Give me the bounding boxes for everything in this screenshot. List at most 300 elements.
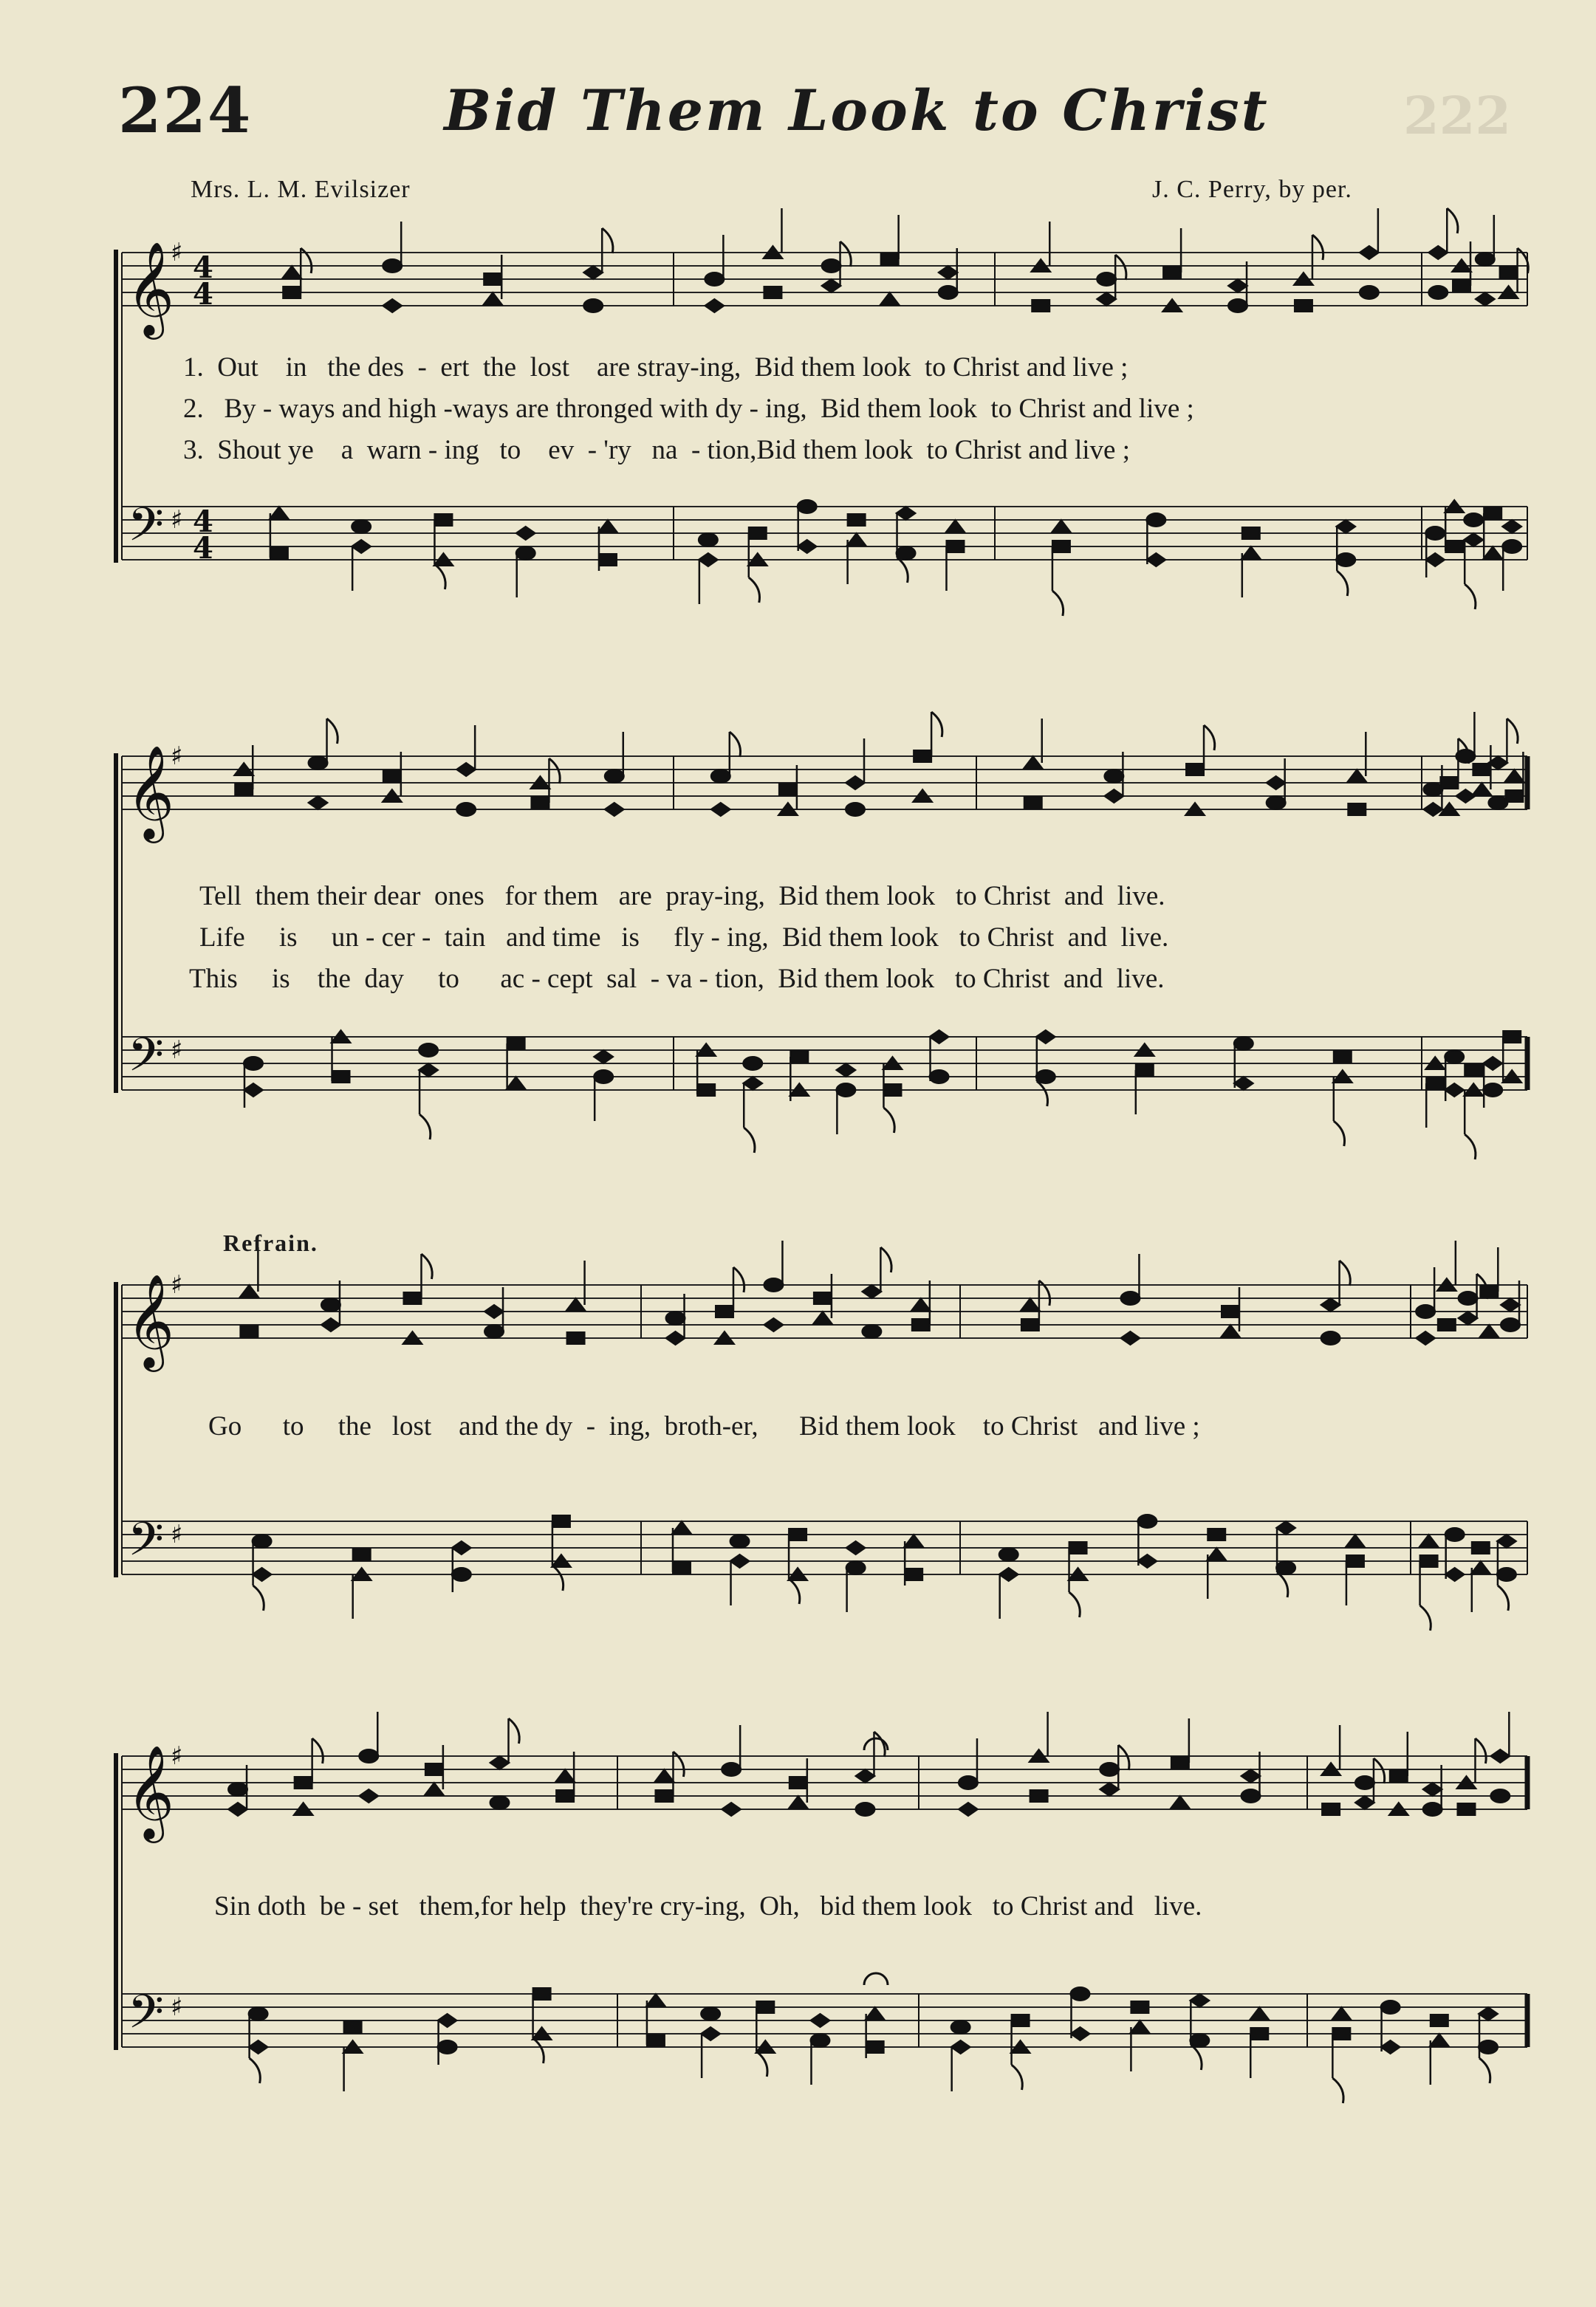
note-head (1504, 769, 1524, 782)
note-head (846, 803, 865, 816)
note-head (452, 1541, 471, 1554)
hymn-title: Bid Them Look to Christ (444, 78, 1270, 143)
sharp-icon: ♯ (171, 1992, 183, 2022)
note-head (847, 533, 866, 546)
note-head (1234, 1037, 1253, 1050)
note-head (1295, 300, 1312, 312)
note-flag (1447, 208, 1458, 233)
note-head (1069, 1542, 1087, 1554)
note-head (490, 1796, 509, 1809)
note-flag (419, 1114, 431, 1139)
note-flag (508, 1718, 519, 1744)
note-head (701, 2007, 720, 2020)
note-head (1221, 1325, 1240, 1337)
note-head (1234, 1077, 1253, 1090)
note-head (555, 1769, 575, 1782)
note-head (897, 546, 916, 560)
note-flag (1498, 1586, 1509, 1611)
note-head (1430, 2034, 1449, 2046)
stanza-3-line-a: 3. Shout ye a warn - ing to ev - 'ry na - tion,Bid them look to Christ and live ; (183, 435, 1130, 465)
note-head (930, 1030, 949, 1043)
note-head (1190, 2034, 1209, 2047)
note-head (798, 500, 817, 513)
note-head (711, 803, 730, 816)
note-head (1104, 789, 1123, 803)
note-head (1459, 1312, 1478, 1325)
note-head (945, 520, 965, 532)
note-head (552, 1515, 570, 1527)
note-head (1024, 756, 1043, 769)
note-head (789, 1796, 808, 1809)
treble-clef-icon: 𝄞 (126, 241, 175, 335)
note-head (1445, 1528, 1465, 1541)
note-head (905, 1569, 922, 1580)
note-head (930, 1070, 949, 1083)
note-head (309, 796, 328, 809)
note-head (764, 1318, 783, 1331)
stanza-2-line-b: Life is un - cer - tain and time is fly - ing, Bid them look to Christ and live. (199, 922, 1169, 953)
note-head (855, 1769, 874, 1783)
note-head (1100, 1763, 1119, 1776)
note-head (1500, 267, 1518, 278)
note-head (699, 553, 718, 566)
note-head (1438, 1319, 1456, 1331)
note-head (516, 527, 535, 540)
fermata-icon (864, 1973, 888, 1985)
note-head (655, 1790, 673, 1802)
note-head (434, 514, 452, 526)
note-head (1267, 776, 1286, 789)
note-head (705, 299, 724, 312)
treble-clef-icon: 𝄞 (126, 744, 175, 839)
note-head (1348, 803, 1366, 815)
note-head (790, 1777, 807, 1789)
note-head (1501, 1298, 1520, 1312)
note-head (484, 273, 501, 285)
time-signature-top: 4 (193, 504, 213, 539)
note-head (699, 533, 718, 546)
note-head (1070, 2027, 1089, 2040)
note-head (484, 1305, 504, 1318)
note-head (866, 2041, 884, 2053)
note-flag (756, 2051, 767, 2077)
note-head (1276, 1561, 1295, 1574)
note-head (1425, 553, 1445, 566)
note-flag (1374, 1758, 1385, 1783)
note-head (321, 1298, 340, 1312)
note-head (789, 1529, 806, 1540)
note-head (1021, 1298, 1040, 1311)
note-head (353, 1549, 371, 1560)
note-head (1321, 1331, 1340, 1345)
note-head (862, 1325, 881, 1338)
note-head (951, 2020, 970, 2034)
note-head (1423, 1783, 1442, 1796)
note-head (1024, 797, 1042, 809)
note-head (1476, 253, 1495, 266)
note-head (1355, 1776, 1374, 1789)
note-head (862, 1285, 881, 1298)
sharp-icon: ♯ (171, 237, 183, 267)
bass-clef-icon: 𝄢 (128, 1512, 164, 1577)
note-head (1360, 246, 1379, 259)
note-head (1250, 2028, 1268, 2040)
note-head (1490, 1789, 1510, 1803)
note-head (483, 292, 502, 305)
note-head (1036, 1030, 1055, 1043)
sharp-icon: ♯ (171, 741, 183, 771)
note-head (1464, 513, 1483, 527)
sharp-icon: ♯ (171, 504, 183, 535)
note-head (1334, 1051, 1352, 1063)
note-head (1171, 1757, 1189, 1769)
note-head (883, 1084, 901, 1096)
note-head (666, 1312, 685, 1325)
note-head (295, 1777, 312, 1789)
note-head (798, 540, 817, 553)
note-head (425, 1783, 444, 1795)
note-head (999, 1568, 1018, 1581)
note-head (1502, 520, 1521, 533)
note-head (722, 1803, 741, 1816)
note-head (1459, 1292, 1478, 1305)
note-head (1423, 1803, 1442, 1816)
note-head (1457, 1803, 1475, 1815)
note-head (228, 1803, 247, 1816)
note-head (1505, 790, 1523, 802)
note-head (1131, 2001, 1148, 2013)
note-flag (931, 712, 942, 737)
note-head (1445, 1083, 1464, 1097)
note-head (605, 769, 624, 783)
note-flag (1052, 591, 1064, 616)
note-head (959, 1776, 978, 1789)
note-flag (1420, 1605, 1431, 1631)
note-flag (880, 1247, 891, 1272)
note-head (749, 527, 767, 539)
note-flag (840, 241, 852, 267)
note-head (1120, 1331, 1140, 1345)
note-head (235, 784, 253, 795)
note-head (1502, 540, 1521, 553)
note-head (1208, 1529, 1225, 1540)
note-flag (602, 228, 613, 253)
note-flag (1115, 255, 1126, 280)
note-head (438, 2014, 457, 2027)
note-head (594, 1070, 613, 1083)
note-head (1207, 1548, 1226, 1560)
note-head (730, 1535, 750, 1548)
note-flag (1037, 1081, 1048, 1106)
note-head (705, 272, 724, 286)
note-head (507, 1077, 526, 1089)
bleed-through-page-number: 222 (1403, 85, 1512, 146)
note-head (403, 1292, 421, 1304)
note-head (556, 1790, 574, 1802)
note-head (959, 1803, 978, 1816)
bass-clef-icon: 𝄢 (128, 497, 164, 563)
bass-clef-icon: 𝄢 (128, 1984, 164, 2050)
note-head (1171, 1796, 1190, 1809)
note-flag (1465, 1134, 1476, 1159)
note-head (1030, 1790, 1048, 1802)
note-head (359, 1749, 378, 1763)
note-head (1479, 2040, 1498, 2054)
note-head (814, 1292, 832, 1304)
note-head (1479, 1325, 1499, 1337)
note-head (846, 776, 865, 789)
note-head (1146, 513, 1165, 527)
note-head (383, 299, 402, 312)
note-head (567, 1332, 585, 1344)
note-head (951, 2040, 970, 2054)
note-head (531, 797, 549, 809)
note-flag (1312, 235, 1323, 260)
note-head (1190, 1994, 1209, 2007)
composer-credit: J. C. Perry, by per. (1152, 176, 1352, 203)
note-head (1276, 1521, 1295, 1535)
sharp-icon: ♯ (171, 1035, 183, 1065)
note-flag (1069, 1592, 1080, 1617)
note-head (1097, 292, 1116, 306)
sharp-icon: ♯ (171, 1519, 183, 1549)
note-flag (789, 1579, 800, 1604)
note-head (598, 520, 617, 532)
note-head (1332, 2007, 1351, 2020)
note-flag (1465, 584, 1476, 609)
note-head (599, 554, 617, 566)
note-flag (1118, 1745, 1129, 1770)
note-head (810, 2014, 829, 2027)
author-credit: Mrs. L. M. Evilsizer (191, 176, 411, 203)
note-flag (1507, 719, 1518, 744)
note-head (1476, 292, 1495, 306)
note-head (881, 253, 899, 265)
note-head (1381, 2040, 1400, 2054)
note-head (244, 1083, 263, 1097)
note-head (866, 2007, 885, 2020)
note-head (1472, 783, 1491, 795)
note-head (253, 1535, 272, 1548)
note-flag (883, 1108, 894, 1133)
note-head (822, 279, 841, 292)
hymn-number: 224 (118, 74, 253, 147)
note-head (1228, 279, 1247, 292)
note-head (344, 2021, 362, 2033)
time-signature-bottom: 4 (193, 277, 213, 312)
note-head (1425, 527, 1445, 540)
note-head (1431, 2015, 1448, 2026)
note-head (1146, 553, 1165, 566)
note-head (507, 1038, 525, 1049)
note-head (1242, 527, 1260, 539)
note-head (711, 769, 730, 783)
note-head (352, 540, 371, 553)
system-2-treble-staff (122, 756, 1527, 809)
note-head (516, 546, 535, 560)
note-head (1483, 1083, 1502, 1097)
note-head (1416, 1331, 1435, 1345)
note-head (764, 1278, 783, 1292)
note-head (383, 770, 401, 782)
note-flag (549, 758, 560, 784)
note-flag (1340, 1261, 1351, 1286)
note-head (419, 1063, 438, 1077)
note-head (911, 1298, 931, 1311)
note-head (484, 1325, 504, 1338)
note-head (790, 1051, 808, 1063)
note-flag (1334, 1121, 1345, 1146)
note-head (1497, 1568, 1516, 1581)
note-flag (1475, 1738, 1486, 1763)
note-head (1483, 1057, 1502, 1070)
note-head (1497, 1535, 1516, 1548)
note-head (846, 1561, 866, 1574)
note-head (1100, 1783, 1119, 1796)
note-head (1503, 1031, 1521, 1043)
note-head (904, 1535, 923, 1547)
note-head (654, 1769, 674, 1782)
note-flag (533, 2038, 544, 2063)
note-head (594, 1050, 613, 1063)
note-head (359, 1789, 378, 1803)
note-head (1332, 2028, 1350, 2040)
note-head (228, 1783, 247, 1796)
note-head (848, 514, 866, 526)
note-head (1250, 2007, 1269, 2020)
note-flag (253, 1586, 264, 1611)
note-head (1428, 286, 1448, 299)
note-head (897, 507, 916, 520)
refrain-line-1: Go to the lost and the dy - ing, broth-er, Bid them look to Christ and live ; (208, 1411, 1200, 1442)
note-head (1453, 280, 1470, 292)
note-flag (1479, 2058, 1490, 2083)
note-head (1416, 1305, 1435, 1318)
note-head (722, 1763, 741, 1776)
bass-clef-icon: 𝄢 (128, 1027, 164, 1093)
note-head (249, 2040, 268, 2054)
note-head (1032, 300, 1049, 312)
note-head (1426, 1077, 1444, 1089)
treble-clef-icon: 𝄞 (126, 1744, 175, 1839)
note-head (419, 1043, 438, 1057)
note-head (1479, 2007, 1498, 2020)
stanza-1-line-a: 1. Out in the des - ert the lost are stray-ing, Bid them look to Christ and live ; (183, 352, 1128, 383)
sharp-icon: ♯ (171, 1269, 183, 1300)
note-head (253, 1568, 272, 1581)
note-head (1490, 1749, 1510, 1763)
note-head (583, 299, 603, 312)
note-flag (1191, 2045, 1202, 2070)
note-head (855, 1803, 874, 1816)
note-flag (434, 564, 445, 589)
note-head (836, 1083, 855, 1097)
note-head (249, 2007, 268, 2020)
note-head (1097, 272, 1116, 286)
note-head (1360, 286, 1379, 299)
note-head (939, 286, 958, 299)
note-head (1021, 1319, 1039, 1331)
note-head (1419, 1535, 1439, 1547)
note-head (352, 520, 371, 533)
note-head (583, 266, 603, 279)
note-head (240, 1326, 258, 1337)
note-head (270, 507, 289, 519)
note-head (1052, 520, 1071, 532)
note-head (912, 1319, 930, 1331)
note-head (1480, 1286, 1498, 1298)
sharp-icon: ♯ (171, 1741, 183, 1771)
note-head (880, 292, 900, 305)
note-head (239, 1285, 258, 1298)
note-flag (1332, 2078, 1343, 2103)
note-head (1355, 1796, 1374, 1809)
note-flag (733, 1267, 744, 1292)
note-head (1473, 764, 1490, 775)
note-head (1484, 507, 1501, 519)
note-head (1186, 764, 1204, 775)
note-head (533, 1988, 551, 2000)
note-head (566, 1298, 586, 1311)
note-head (1472, 1542, 1490, 1554)
note-head (283, 287, 301, 298)
note-head (836, 1063, 855, 1077)
note-head (1241, 546, 1261, 559)
note-head (1465, 1064, 1482, 1076)
system-3-bass-staff (122, 1521, 1527, 1574)
note-head (438, 2040, 457, 2054)
note-head (244, 1057, 263, 1070)
time-signature-bottom: 4 (193, 531, 213, 566)
note-head (1228, 299, 1247, 312)
note-head (1483, 546, 1502, 559)
note-head (1428, 246, 1448, 259)
note-head (764, 287, 781, 298)
refrain-label: Refrain. (223, 1230, 318, 1256)
note-head (1336, 553, 1355, 566)
note-head (456, 763, 476, 776)
note-head (1137, 1554, 1157, 1568)
system-4-treble-staff (122, 1756, 1527, 1809)
note-head (673, 1562, 691, 1574)
note-flag (1337, 571, 1348, 596)
note-head (946, 541, 964, 552)
note-head (1070, 1987, 1089, 2001)
note-head (1222, 1306, 1239, 1317)
note-head (666, 1331, 685, 1345)
note-head (1501, 1318, 1520, 1331)
note-flag (874, 1732, 885, 1757)
note-head (282, 266, 301, 278)
note-head (939, 266, 958, 279)
system-1-bass-staff (122, 504, 1527, 560)
stanza-3-line-b: This is the day to ac - cept sal - va - tion, Bid them look to Christ and live. (189, 964, 1165, 994)
note-head (1346, 1535, 1365, 1547)
note-head (999, 1548, 1018, 1561)
note-head (1137, 1515, 1157, 1528)
note-flag (897, 558, 908, 583)
note-head (1163, 267, 1181, 278)
note-flag (552, 1566, 564, 1591)
note-head (332, 1071, 350, 1083)
note-head (914, 750, 931, 762)
note-head (1036, 1070, 1055, 1083)
note-head (1456, 750, 1475, 763)
note-head (1267, 796, 1286, 809)
note-head (1464, 533, 1483, 546)
note-head (1346, 1555, 1364, 1567)
note-head (1241, 1789, 1260, 1803)
